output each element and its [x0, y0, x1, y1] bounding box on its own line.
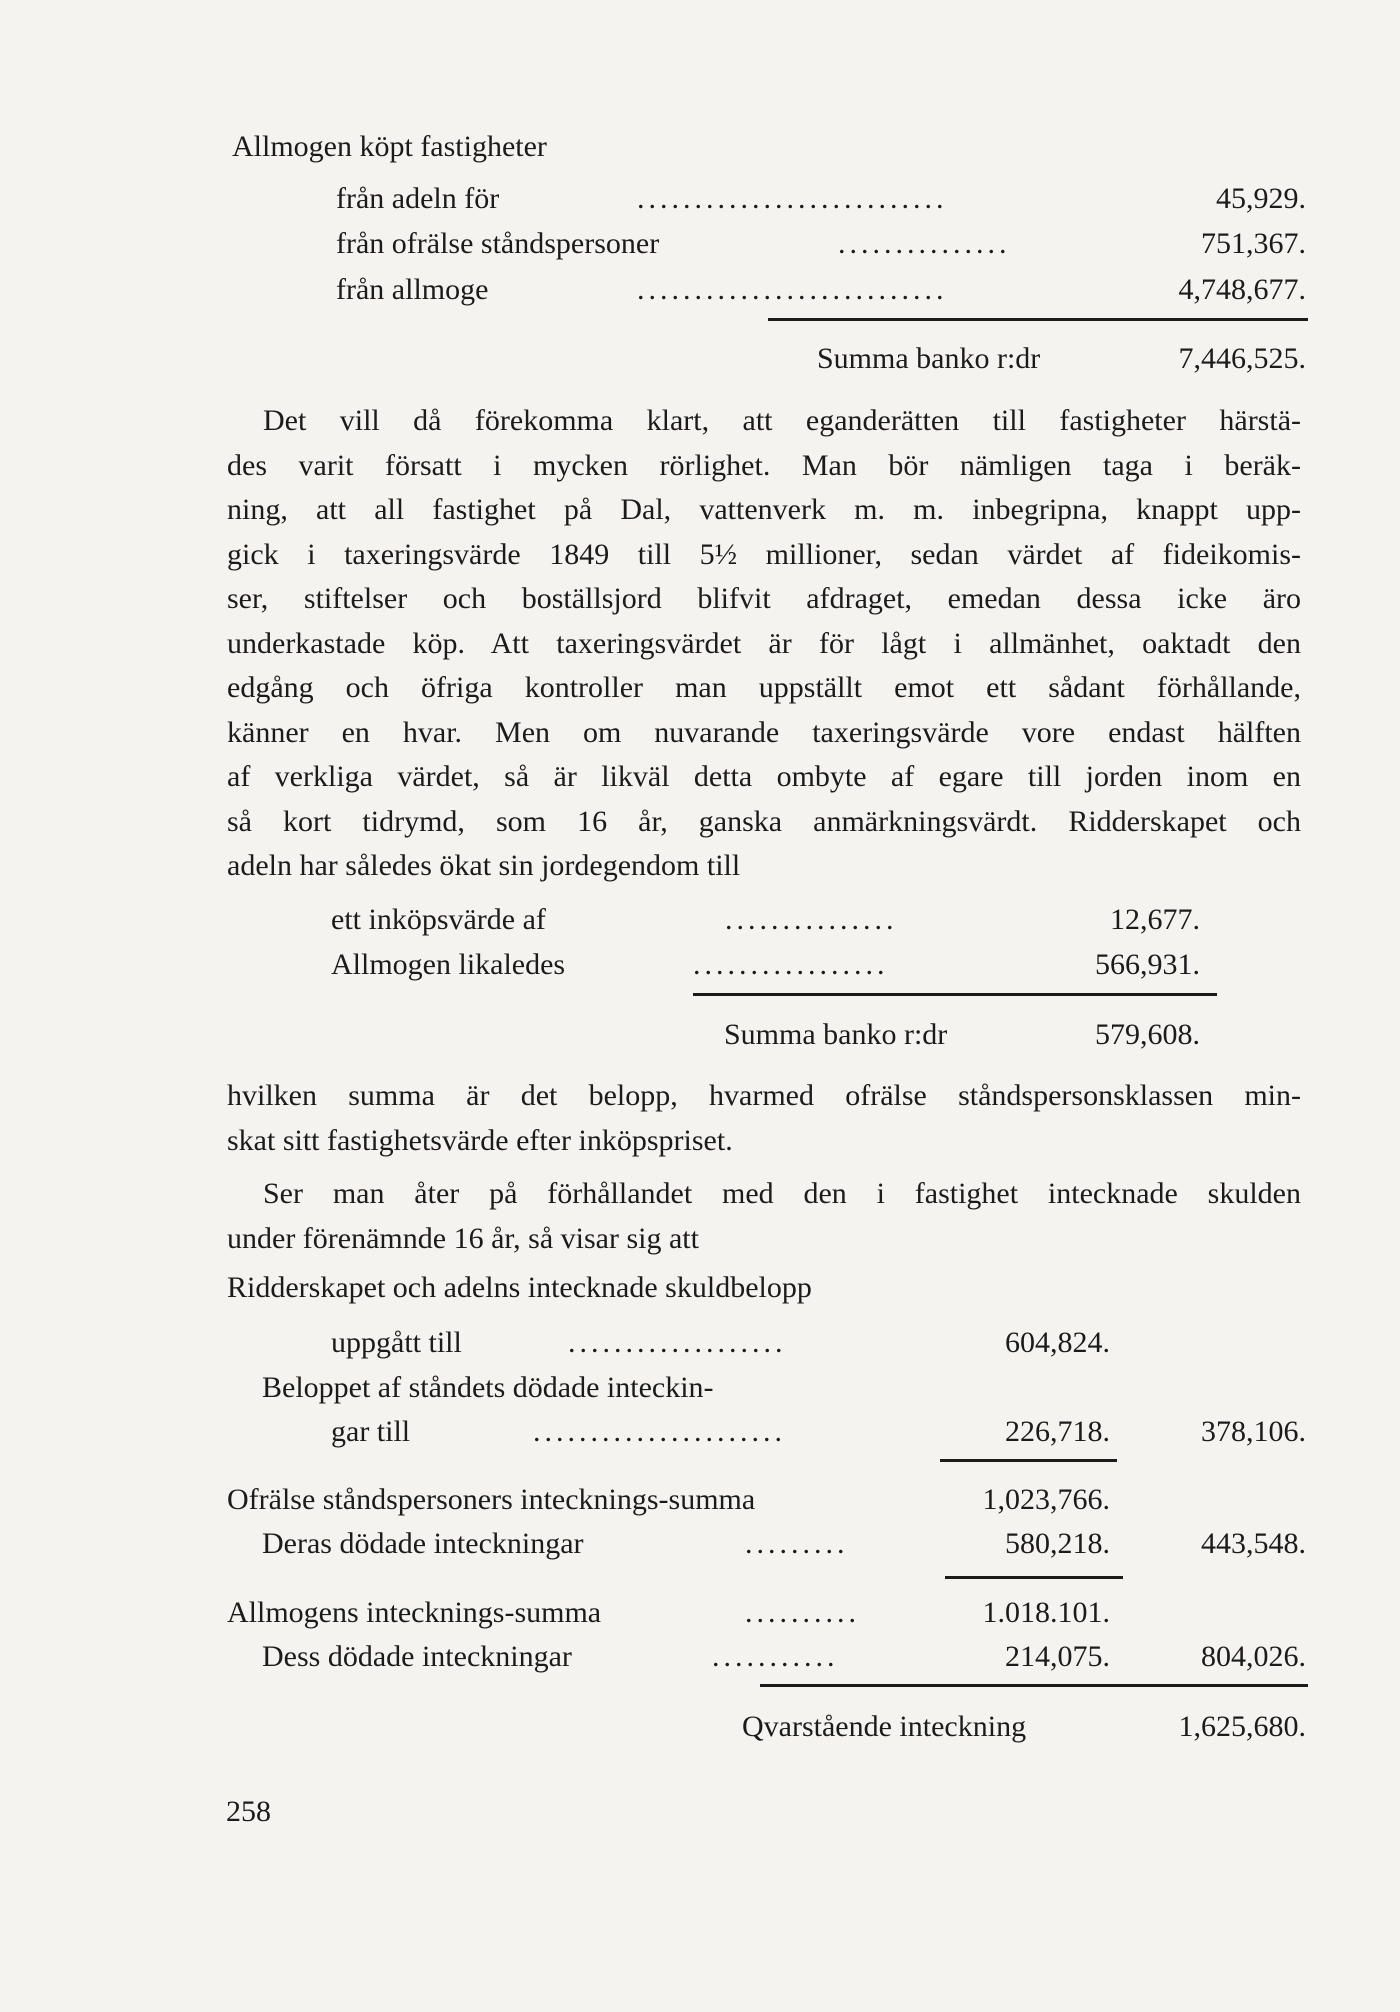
paragraph-1-line: ser, stiftelser och boställsjord blifvit afdraget, emedan dessa icke äro — [227, 582, 1301, 615]
paragraph-1-line: Det vill då förekomma klart, att eganderätten till fastigheter härstä- — [263, 404, 1301, 437]
block1-row1-value: 45,929. — [1216, 182, 1306, 215]
block3-o1-value: 1,023,766. — [982, 1483, 1110, 1516]
block3-r2-value: 226,718. — [1005, 1415, 1110, 1448]
block3-o1-label: Ofrälse ståndspersoners intecknings-summa — [227, 1483, 756, 1516]
paragraph-1 — [227, 399, 1301, 889]
paragraph-1-line: underkastade köp. Att taxeringsvärdet är för lågt i allmänhet, oaktadt den — [227, 626, 1301, 660]
block2-sum-rule — [693, 993, 1217, 996]
block2-row1-dots: ............... — [725, 905, 898, 935]
block3-r1-dots: ................... — [568, 1328, 787, 1358]
paragraph-2-line: hvilken summa är det belopp, hvarmed ofrälse ståndspersonsklassen min- — [227, 1079, 1301, 1112]
paragraph-1-line: af verkliga värdet, så är likväl detta ombyte af egare till jorden inom en — [227, 760, 1301, 793]
block3-r1-value: 604,824. — [1005, 1326, 1110, 1359]
block3-o2-dots: ......... — [745, 1529, 849, 1559]
paragraph-3-line: under förenämnde 16 år, så visar sig att — [227, 1221, 699, 1255]
block3-heading: Ridderskapet och adelns intecknade skuldbelopp — [227, 1271, 812, 1304]
block3-r1-label: uppgått till — [331, 1326, 462, 1359]
block2-row1-label: ett inköpsvärde af — [331, 903, 546, 936]
block1-row3-dots: ........................... — [637, 275, 948, 305]
paragraph-1-line: känner en hvar. Men om nuvarande taxeringsvärde vore endast hälften — [227, 715, 1301, 749]
block3-a2-label: Dess dödade inteckningar — [262, 1640, 572, 1673]
block3-r2-label-a: Beloppet af ståndets dödade inteckin- — [262, 1371, 714, 1404]
block1-total-value: 7,446,525. — [1178, 342, 1306, 375]
paragraph-2 — [227, 1074, 1301, 1163]
paragraph-1-line: des varit försatt i mycken rörlighet. Man bör nämligen taga i beräk- — [227, 448, 1301, 482]
block3-r2-dots: ...................... — [533, 1417, 786, 1447]
block3-r2-label-b: gar till — [331, 1415, 411, 1448]
block1-row2-label: från ofrälse ståndspersoner — [336, 227, 660, 260]
block3-total-value: 1,625,680. — [1178, 1710, 1306, 1743]
paragraph-1-line: så kort tidrymd, som 16 år, ganska anmärkningsvärdt. Ridderskapet och — [227, 804, 1301, 838]
paragraph-1-line: adeln har således ökat sin jordegendom till — [227, 849, 741, 882]
block1-row2-dots: ............... — [838, 229, 1011, 259]
block1-row1-label: från adeln för — [336, 182, 500, 215]
paragraph-3 — [227, 1172, 1301, 1261]
block1-row3-value: 4,748,677. — [1178, 273, 1306, 306]
block1-row1-dots: ........................... — [637, 184, 948, 214]
block3-r2-net: 378,106. — [1201, 1415, 1306, 1448]
paragraph-1-line: gick i taxeringsvärde 1849 till 5½ millioner, sedan värdet af fideikomis- — [227, 537, 1301, 571]
block3-a1-dots: .......... — [745, 1598, 860, 1628]
block3-o2-net: 443,548. — [1201, 1527, 1306, 1560]
block3-a1-label: Allmogens intecknings-summa — [227, 1596, 602, 1629]
block1-row2-value: 751,367. — [1201, 227, 1306, 260]
block2-total-value: 579,608. — [1095, 1018, 1200, 1051]
block3-a2-value: 214,075. — [1005, 1640, 1110, 1673]
paragraph-1-line: edgång och öfriga kontroller man uppställt emot ett sådant förhållande, — [227, 671, 1301, 704]
block3-total-label: Qvarstående inteckning — [742, 1710, 1027, 1743]
block1-sum-rule — [768, 318, 1308, 321]
block3-a2-net: 804,026. — [1201, 1640, 1306, 1673]
block3-a2-dots: ........... — [712, 1642, 839, 1672]
block2-row2-dots: ................. — [693, 950, 889, 980]
block3-o2-label: Deras dödade inteckningar — [262, 1527, 584, 1560]
block3-total-rule — [760, 1684, 1308, 1687]
block3-o2-value: 580,218. — [1005, 1527, 1110, 1560]
block3-a1-value: 1.018.101. — [982, 1596, 1110, 1629]
page-number: 258 — [226, 1795, 271, 1828]
block1-heading: Allmogen köpt fastigheter — [232, 130, 547, 163]
block3-o2-rule — [945, 1576, 1123, 1579]
paragraph-3-line: Ser man åter på förhållandet med den i fastighet intecknade skulden — [263, 1177, 1301, 1210]
block1-row3-label: från allmoge — [336, 273, 489, 306]
block2-row1-value: 12,677. — [1110, 903, 1200, 936]
block3-r2-rule — [940, 1459, 1117, 1462]
paragraph-1-line: ning, att all fastighet på Dal, vattenverk m. m. inbegripna, knappt upp- — [227, 493, 1301, 526]
block2-total-label: Summa banko r:dr — [724, 1018, 948, 1051]
block1-total-label: Summa banko r:dr — [817, 342, 1041, 375]
paragraph-2-line: skat sitt fastighetsvärde efter inköpspriset. — [227, 1123, 733, 1157]
block2-row2-label: Allmogen likaledes — [331, 948, 566, 981]
block2-row2-value: 566,931. — [1095, 948, 1200, 981]
